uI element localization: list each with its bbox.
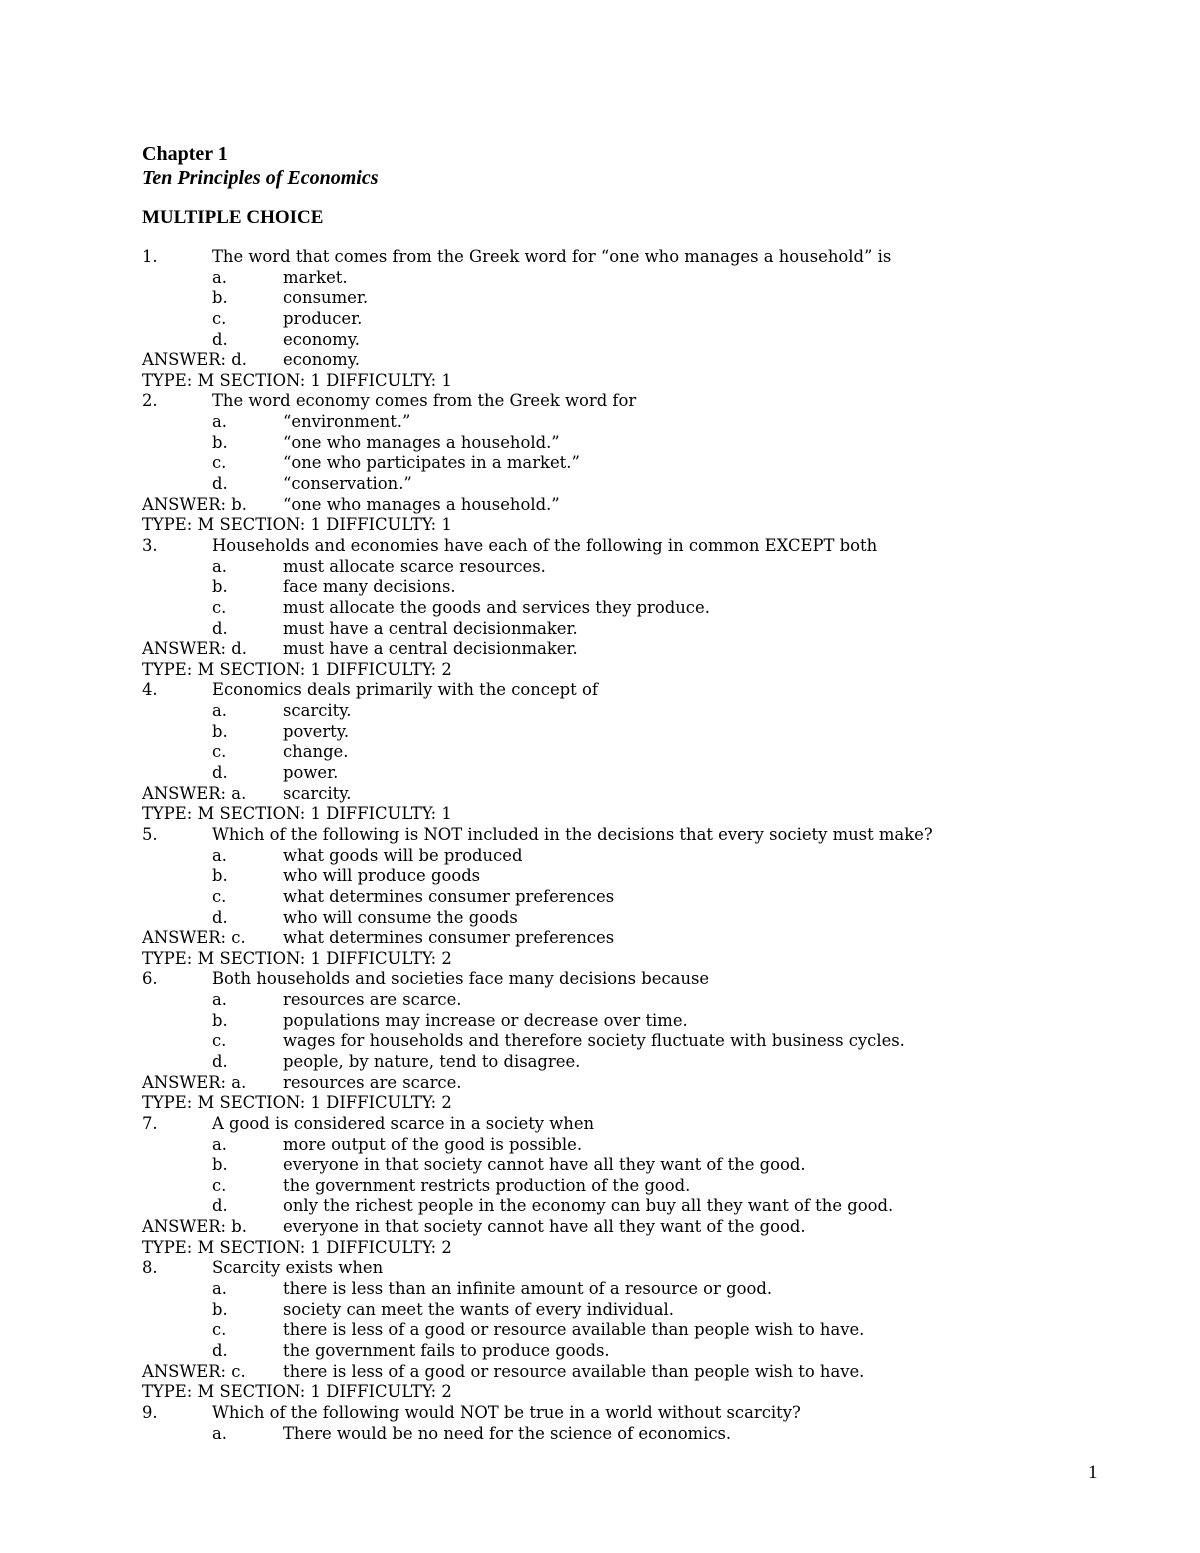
option-text: poverty.	[283, 721, 350, 741]
question-stem	[142, 391, 1102, 412]
question-text: The word that comes from the Greek word for “one who manages a household” is	[212, 247, 892, 266]
answer-option	[142, 1135, 1102, 1156]
question-list	[142, 247, 1102, 1444]
option-text: power.	[283, 763, 339, 783]
option-text: There would be no need for the science of economics.	[283, 1423, 732, 1443]
question-block	[142, 1403, 1102, 1444]
answer-option	[142, 453, 1102, 474]
option-text: change.	[283, 742, 349, 762]
answer-key	[142, 495, 1102, 516]
answer-option	[142, 1155, 1102, 1176]
question-number: 1.	[142, 247, 158, 266]
question-stem	[142, 825, 1102, 846]
question-block	[142, 536, 1102, 680]
question-text: Which of the following is NOT included in the decisions that every society must make?	[212, 824, 933, 844]
metadata-text: TYPE: M SECTION: 1 DIFFICULTY: 2	[142, 948, 452, 968]
question-number: 5.	[142, 824, 158, 844]
answer-text: everyone in that society cannot have all they want of the good.	[283, 1217, 806, 1237]
question-stem	[142, 1403, 1102, 1424]
question-metadata	[142, 1238, 1102, 1259]
option-text: must allocate scarce resources.	[283, 556, 546, 576]
answer-text: must have a central decisionmaker.	[283, 639, 578, 659]
option-letter: a.	[212, 701, 227, 721]
option-letter: d.	[212, 618, 228, 638]
question-block	[142, 969, 1102, 1113]
answer-label: ANSWER: b.	[142, 494, 247, 514]
option-letter: c.	[212, 1320, 227, 1340]
chapter-subtitle: Ten Principles of Economics	[142, 167, 379, 189]
question-metadata	[142, 1382, 1102, 1403]
option-text: what goods will be produced	[283, 845, 523, 865]
question-stem	[142, 1258, 1102, 1279]
option-letter: a.	[212, 845, 227, 865]
question-number: 9.	[142, 1402, 158, 1422]
option-text: resources are scarce.	[283, 990, 462, 1010]
option-letter: d.	[212, 474, 228, 494]
answer-option	[142, 412, 1102, 433]
option-letter: a.	[212, 267, 227, 287]
question-block	[142, 680, 1102, 824]
metadata-text: TYPE: M SECTION: 1 DIFFICULTY: 1	[142, 370, 452, 390]
answer-text: “one who manages a household.”	[283, 494, 560, 514]
option-text: who will consume the goods	[283, 907, 518, 927]
option-text: who will produce goods	[283, 866, 481, 886]
answer-key	[142, 1362, 1102, 1383]
option-text: only the richest people in the economy can buy all they want of the good.	[283, 1196, 894, 1216]
answer-key	[142, 1073, 1102, 1094]
answer-text: what determines consumer preferences	[283, 928, 615, 948]
option-text: producer.	[283, 308, 363, 328]
option-text: there is less of a good or resource available than people wish to have.	[283, 1320, 865, 1340]
question-number: 2.	[142, 391, 158, 411]
answer-label: ANSWER: d.	[142, 350, 247, 370]
option-letter: b.	[212, 577, 228, 597]
answer-option	[142, 908, 1102, 929]
question-text: Both households and societies face many decisions because	[212, 969, 710, 989]
metadata-text: TYPE: M SECTION: 1 DIFFICULTY: 2	[142, 1093, 452, 1113]
answer-option	[142, 309, 1102, 330]
question-number: 6.	[142, 969, 158, 989]
option-text: must allocate the goods and services they produce.	[283, 597, 710, 617]
option-text: society can meet the wants of every individual.	[283, 1299, 674, 1319]
question-number: 8.	[142, 1258, 158, 1278]
answer-label: ANSWER: b.	[142, 1217, 247, 1237]
option-letter: d.	[212, 907, 228, 927]
question-text: Economics deals primarily with the concept of	[212, 680, 598, 700]
option-letter: c.	[212, 1031, 227, 1051]
answer-label: ANSWER: a.	[142, 783, 247, 803]
question-text: The word economy comes from the Greek word for	[212, 391, 637, 411]
answer-option	[142, 1320, 1102, 1341]
question-metadata	[142, 515, 1102, 536]
answer-option	[142, 1424, 1102, 1445]
option-letter: a.	[212, 990, 227, 1010]
option-text: populations may increase or decrease over time.	[283, 1010, 688, 1030]
option-text: “environment.”	[283, 412, 411, 432]
metadata-text: TYPE: M SECTION: 1 DIFFICULTY: 1	[142, 804, 452, 824]
chapter-heading: Chapter 1	[142, 143, 228, 165]
answer-option	[142, 288, 1102, 309]
option-letter: a.	[212, 556, 227, 576]
answer-option	[142, 887, 1102, 908]
answer-option	[142, 1052, 1102, 1073]
answer-option	[142, 1031, 1102, 1052]
option-text: wages for households and therefore society fluctuate with business cycles.	[283, 1031, 905, 1051]
option-letter: b.	[212, 721, 228, 741]
question-metadata	[142, 660, 1102, 681]
option-text: “conservation.”	[283, 474, 412, 494]
option-letter: b.	[212, 1155, 228, 1175]
option-text: “one who participates in a market.”	[283, 453, 580, 473]
option-text: consumer.	[283, 288, 369, 308]
answer-option	[142, 1341, 1102, 1362]
option-text: more output of the good is possible.	[283, 1134, 583, 1154]
question-metadata	[142, 371, 1102, 392]
option-letter: b.	[212, 1299, 228, 1319]
question-stem	[142, 969, 1102, 990]
question-metadata	[142, 1093, 1102, 1114]
option-letter: c.	[212, 453, 227, 473]
option-letter: a.	[212, 1279, 227, 1299]
metadata-text: TYPE: M SECTION: 1 DIFFICULTY: 1	[142, 515, 452, 535]
question-stem	[142, 536, 1102, 557]
answer-key	[142, 784, 1102, 805]
option-letter: c.	[212, 742, 227, 762]
option-letter: d.	[212, 1051, 228, 1071]
option-text: face many decisions.	[283, 577, 456, 597]
option-text: market.	[283, 267, 348, 287]
question-block	[142, 391, 1102, 535]
answer-option	[142, 846, 1102, 867]
section-heading: MULTIPLE CHOICE	[142, 207, 324, 228]
document-page	[142, 142, 1102, 1444]
answer-option	[142, 557, 1102, 578]
answer-option	[142, 1300, 1102, 1321]
question-stem	[142, 680, 1102, 701]
answer-key	[142, 928, 1102, 949]
answer-text: scarcity.	[283, 783, 352, 803]
question-text: Which of the following would NOT be true in a world without scarcity?	[212, 1402, 801, 1422]
option-letter: a.	[212, 412, 227, 432]
page-number: 1	[1088, 1462, 1098, 1483]
option-text: there is less than an infinite amount of a resource or good.	[283, 1279, 773, 1299]
answer-option	[142, 990, 1102, 1011]
answer-option	[142, 433, 1102, 454]
answer-key	[142, 350, 1102, 371]
question-block	[142, 825, 1102, 969]
answer-text: resources are scarce.	[283, 1072, 462, 1092]
option-letter: c.	[212, 597, 227, 617]
answer-text: economy.	[283, 350, 361, 370]
option-text: what determines consumer preferences	[283, 886, 615, 906]
answer-option	[142, 1196, 1102, 1217]
option-text: “one who manages a household.”	[283, 432, 560, 452]
option-text: economy.	[283, 329, 361, 349]
answer-option	[142, 474, 1102, 495]
option-letter: b.	[212, 288, 228, 308]
answer-option	[142, 577, 1102, 598]
option-letter: d.	[212, 763, 228, 783]
question-text: Households and economies have each of the following in common EXCEPT both	[212, 535, 878, 555]
answer-option	[142, 701, 1102, 722]
metadata-text: TYPE: M SECTION: 1 DIFFICULTY: 2	[142, 1237, 452, 1257]
option-text: must have a central decisionmaker.	[283, 618, 578, 638]
answer-option	[142, 330, 1102, 351]
answer-label: ANSWER: c.	[142, 928, 246, 948]
question-block	[142, 247, 1102, 391]
answer-option	[142, 598, 1102, 619]
question-text: Scarcity exists when	[212, 1258, 384, 1278]
option-text: everyone in that society cannot have all they want of the good.	[283, 1155, 806, 1175]
answer-option	[142, 1279, 1102, 1300]
option-text: the government restricts production of the good.	[283, 1175, 691, 1195]
option-letter: b.	[212, 432, 228, 452]
answer-key	[142, 639, 1102, 660]
question-number: 4.	[142, 680, 158, 700]
option-letter: d.	[212, 1196, 228, 1216]
question-text: A good is considered scarce in a society when	[212, 1113, 595, 1133]
answer-option	[142, 619, 1102, 640]
option-text: people, by nature, tend to disagree.	[283, 1051, 581, 1071]
option-letter: d.	[212, 329, 228, 349]
question-number: 7.	[142, 1113, 158, 1133]
answer-label: ANSWER: a.	[142, 1072, 247, 1092]
question-stem	[142, 247, 1102, 268]
question-block	[142, 1114, 1102, 1258]
option-letter: a.	[212, 1423, 227, 1443]
answer-option	[142, 763, 1102, 784]
answer-label: ANSWER: c.	[142, 1361, 246, 1381]
option-letter: d.	[212, 1340, 228, 1360]
question-stem	[142, 1114, 1102, 1135]
answer-text: there is less of a good or resource available than people wish to have.	[283, 1361, 865, 1381]
option-text: scarcity.	[283, 701, 352, 721]
question-block	[142, 1258, 1102, 1402]
answer-option	[142, 742, 1102, 763]
option-text: the government fails to produce goods.	[283, 1340, 610, 1360]
question-metadata	[142, 804, 1102, 825]
option-letter: a.	[212, 1134, 227, 1154]
option-letter: c.	[212, 1175, 227, 1195]
option-letter: c.	[212, 886, 227, 906]
answer-option	[142, 1176, 1102, 1197]
option-letter: b.	[212, 866, 228, 886]
answer-option	[142, 866, 1102, 887]
answer-option	[142, 722, 1102, 743]
metadata-text: TYPE: M SECTION: 1 DIFFICULTY: 2	[142, 659, 452, 679]
answer-option	[142, 1011, 1102, 1032]
question-number: 3.	[142, 535, 158, 555]
question-metadata	[142, 949, 1102, 970]
answer-key	[142, 1217, 1102, 1238]
metadata-text: TYPE: M SECTION: 1 DIFFICULTY: 2	[142, 1382, 452, 1402]
option-letter: c.	[212, 308, 227, 328]
option-letter: b.	[212, 1010, 228, 1030]
answer-label: ANSWER: d.	[142, 639, 247, 659]
answer-option	[142, 268, 1102, 289]
